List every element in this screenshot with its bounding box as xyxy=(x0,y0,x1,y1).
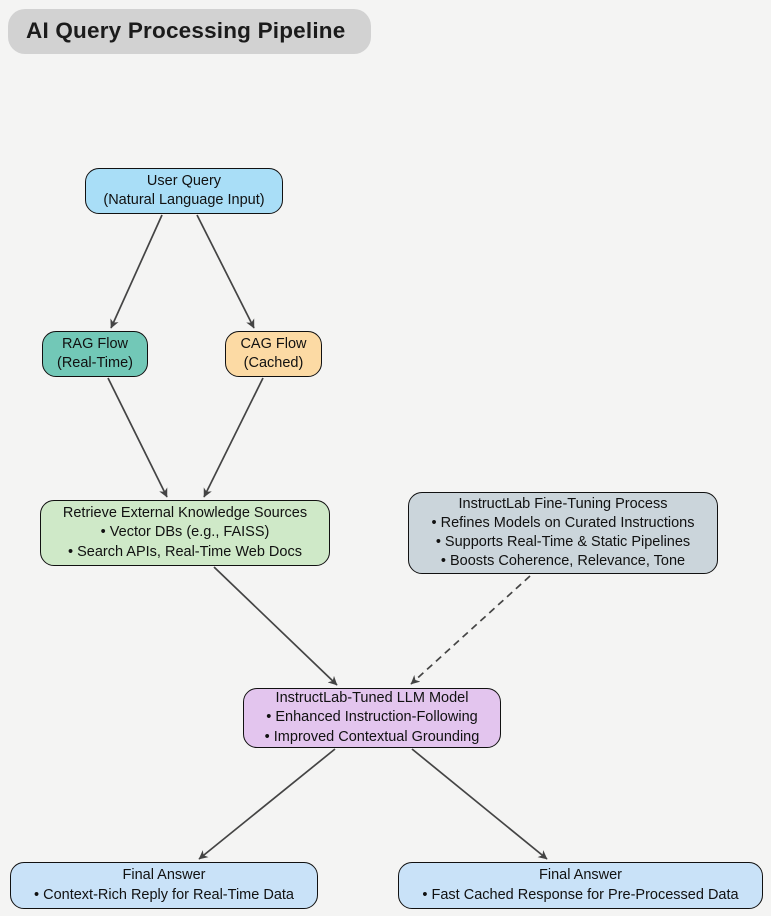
node-user-query xyxy=(85,168,283,214)
node-line: • Refines Models on Curated Instructions xyxy=(431,514,695,531)
node-line: (Cached) xyxy=(243,355,304,371)
node-cag-flow xyxy=(225,331,322,377)
node-line: Retrieve External Knowledge Sources xyxy=(62,505,308,522)
diagram-title: AI Query Processing Pipeline xyxy=(8,9,371,54)
edge-finetuning-to-llm xyxy=(411,576,530,684)
node-final-answer-cached xyxy=(398,862,763,909)
node-line: • Search APIs, Real-Time Web Docs xyxy=(68,543,302,560)
node-line: Final Answer xyxy=(538,867,622,884)
node-line: CAG Flow xyxy=(240,335,307,352)
edge-cag_flow-to-retrieve xyxy=(204,378,263,497)
node-line: • Improved Contextual Grounding xyxy=(264,728,480,745)
node-instructlab-tuned-llm xyxy=(243,688,501,748)
node-rag-flow xyxy=(42,331,148,377)
node-line: • Context-Rich Reply for Real-Time Data xyxy=(34,886,294,903)
node-line: • Supports Real-Time & Static Pipelines xyxy=(435,534,691,550)
node-line: (Natural Language Input) xyxy=(103,192,265,208)
node-line: • Fast Cached Response for Pre-Processed Data xyxy=(422,886,739,903)
node-line: User Query xyxy=(146,172,222,189)
node-line: • Enhanced Instruction-Following xyxy=(266,709,478,726)
edge-user_query-to-rag_flow xyxy=(111,215,162,328)
node-retrieve-knowledge-sources xyxy=(40,500,330,566)
node-line: (Real-Time) xyxy=(57,355,133,371)
node-line: InstructLab-Tuned LLM Model xyxy=(275,690,469,707)
node-line: • Boosts Coherence, Relevance, Tone xyxy=(440,553,686,570)
node-line: • Vector DBs (e.g., FAISS) xyxy=(100,524,270,541)
node-line: RAG Flow xyxy=(61,335,129,352)
edge-user_query-to-cag_flow xyxy=(197,215,254,328)
edge-retrieve-to-llm xyxy=(214,567,337,685)
node-line: InstructLab Fine-Tuning Process xyxy=(458,495,668,512)
edge-llm-to-final_realtime xyxy=(199,749,335,859)
node-final-answer-realtime xyxy=(10,862,318,909)
node-line: Final Answer xyxy=(122,867,206,884)
node-instructlab-finetuning xyxy=(408,492,718,574)
edge-rag_flow-to-retrieve xyxy=(108,378,167,497)
edge-llm-to-final_cached xyxy=(412,749,547,859)
